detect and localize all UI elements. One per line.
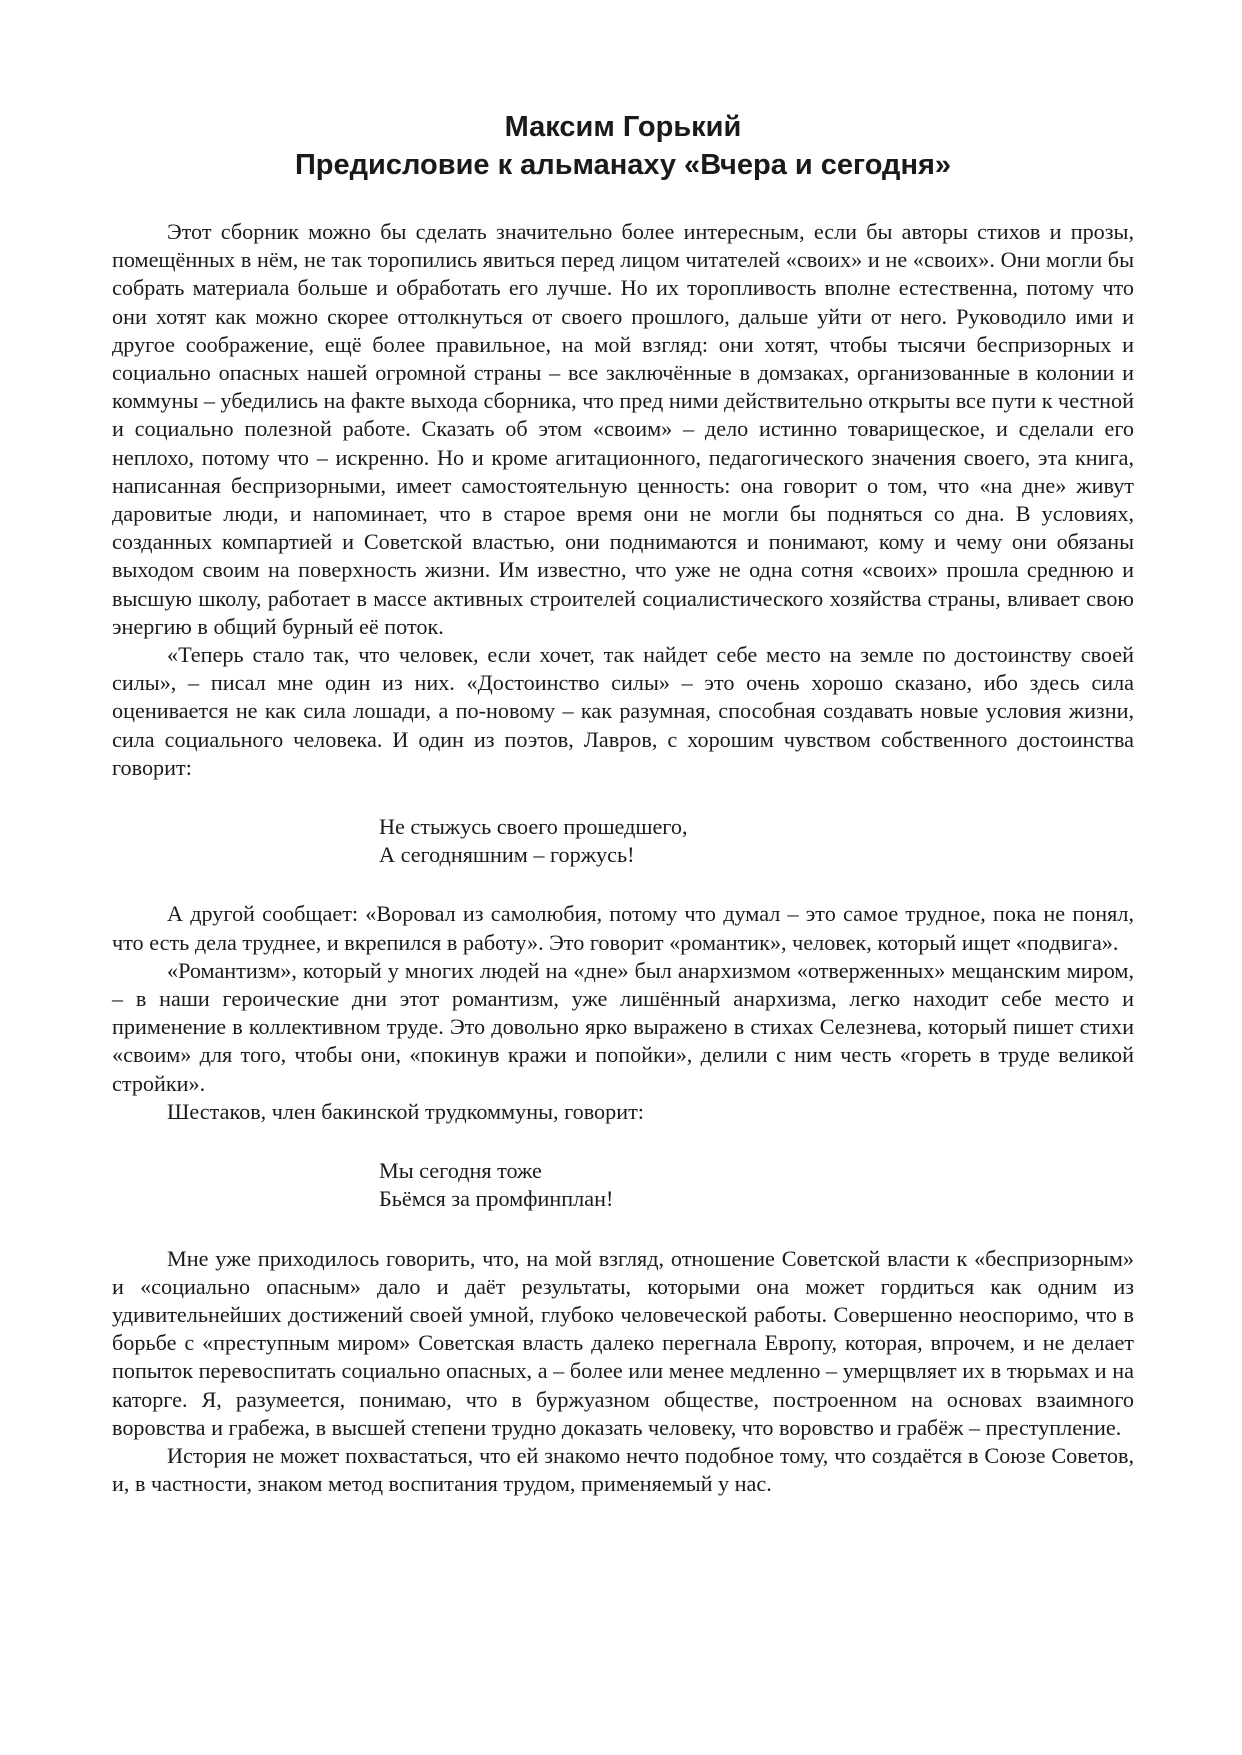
page-title — [112, 108, 1134, 184]
document-body — [112, 218, 1134, 1498]
verse-quote-shestakov — [379, 1157, 1134, 1213]
verse-line: Бьёмся за промфинплан! — [379, 1186, 614, 1212]
paragraph-1: Этот сборник можно бы сделать значительно более интересным, если бы авторы стихов и прозы, помещённых в нём, не так торопились явиться перед лицом читателей «своих» и не «своих». Они могли бы собрать материала больше и обработать его лучше. Но их торопливость вполне естественна, потому что они хотят как можно скорее оттолкнуться от своего прошлого, дальше уйти от него. Руководило ими и другое соображение, ещё более правильное, на мой взгляд: они хотят, чтобы тысячи беспризорных и социально опасных нашей огромной страны – все заключённые в домзаках, организованные в колонии и коммуны – убедились на факте выхода сборника, что пред ними действительно открыты все пути к честной и социально полезной работе. Сказать об этом «своим» – дело истинно товарищеское, и сделали его неплохо, потому что – искренно. Но и кроме агитационного, педагогического значения своего, эта книга, написанная беспризорными, имеет самостоятельную ценность: она говорит о том, что «на дне» живут даровитые люди, и напоминает, что в старое время они не могли бы подняться со дна. В условиях, созданных компартией и Советской властью, они поднимаются и понимают, кому и чему они обязаны выходом своим на поверхность жизни. Им известно, что уже не одна сотня «своих» прошла среднюю и высшую школу, работает в массе активных строителей социалистического хозяйства страны, вливает свою энергию в общий бурный её поток. — [112, 219, 1134, 639]
document-title: Предисловие к альманаху «Вчера и сегодня» — [294, 149, 952, 181]
verse-line: А сегодняшним – горжусь! — [379, 842, 635, 868]
paragraph-3: А другой сообщает: «Воровал из самолюбия, потому что думал – это самое трудное, пока не понял, что есть дела труднее, и вкрепился в работу». Это говорит «романтик», человек, который ищет «подвига». — [112, 901, 1134, 955]
author-name: Максим Горький — [504, 111, 742, 143]
document-page — [112, 108, 1134, 1498]
paragraph-2: «Теперь стало так, что человек, если хочет, так найдет себе место на земле по достоинству своей силы», – писал мне один из них. «Достоинство силы» – это очень хорошо сказано, ибо здесь сила оценивается не как сила лошади, а по-новому – как разумная, способная создавать новые условия жизни, сила социального человека. И один из поэтов, Лавров, с хорошим чувством собственного достоинства говорит: — [112, 642, 1134, 780]
paragraph-6: Мне уже приходилось говорить, что, на мой взгляд, отношение Советской власти к «беспризорным» и «социально опасным» дало и даёт результаты, которыми она может гордиться как одним из удивительнейших достижений своей умной, глубоко человеческой работы. Совершенно неоспоримо, что в борьбе с «преступным миром» Советская власть далеко перегнала Европу, которая, впрочем, и не делает попыток перевоспитать социально опасных, а – более или менее медленно – умерщвляет их в тюрьмах и на каторге. Я, разумеется, понимаю, что в буржуазном обществе, построенном на основах взаимного воровства и грабежа, в высшей степени трудно доказать человеку, что воровство и грабёж – преступление. — [112, 1245, 1134, 1440]
paragraph-7: История не может похвастаться, что ей знакомо нечто подобное тому, что создаётся в Союзе Советов, и, в частности, знаком метод воспитания трудом, применяемый у нас. — [112, 1442, 1134, 1497]
paragraph-4: «Романтизм», который у многих людей на «дне» был анархизмом «отверженных» мещанским миром, – в наши героические дни этот романтизм, уже лишённый анархизма, легко находит себе место и применение в коллективном труде. Это довольно ярко выражено в стихах Селезнева, который пишет стихи «своим» для того, чтобы они, «покинув кражи и попойки», делили с ним честь «гореть в труде великой стройки». — [112, 957, 1134, 1096]
verse-line: Не стыжусь своего прошедшего, — [379, 814, 688, 840]
paragraph-5: Шестаков, член бакинской трудкоммуны, говорит: — [167, 1098, 644, 1124]
verse-line: Мы сегодня тоже — [379, 1158, 542, 1184]
verse-quote-lavrov — [379, 813, 1134, 869]
